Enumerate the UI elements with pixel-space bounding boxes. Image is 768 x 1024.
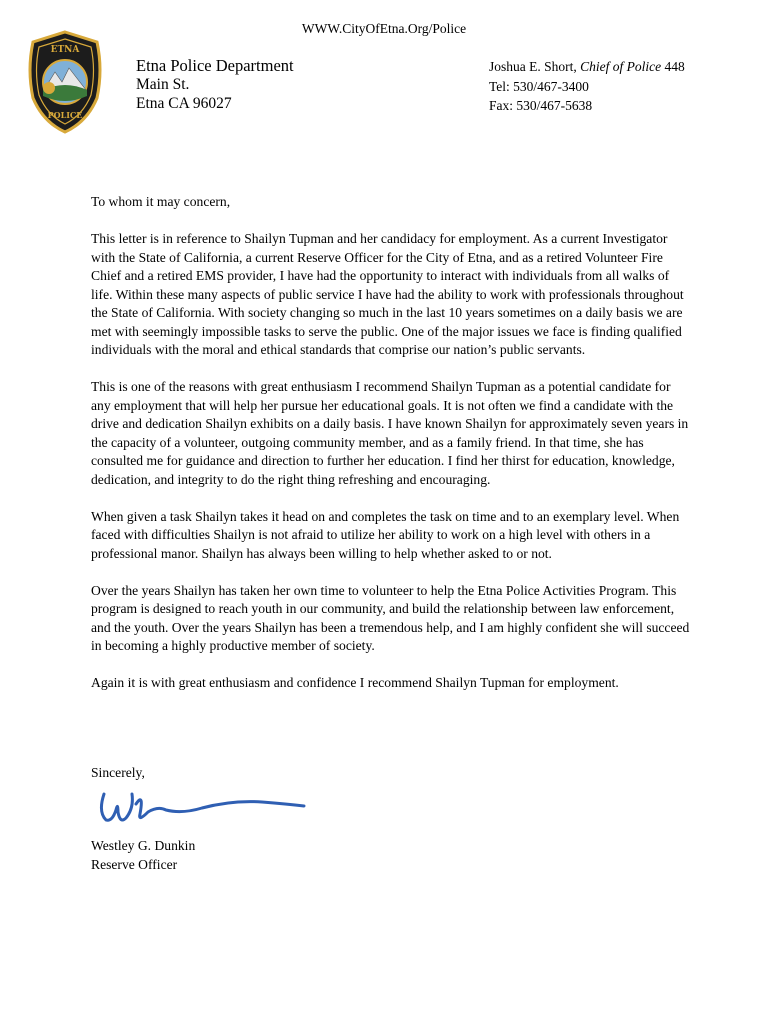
- chief-title: Chief of Police: [580, 59, 662, 74]
- police-badge-logo: [27, 30, 103, 134]
- closing: Sincerely,: [91, 765, 145, 780]
- badge-top-text: ETNA: [50, 45, 80, 55]
- address-line-2: Etna CA 96027: [136, 95, 232, 112]
- chief-number: 448: [664, 59, 685, 74]
- handwritten-signature: [92, 782, 312, 832]
- paragraph-2: This is one of the reasons with great enthusiasm I recommend Shailyn Tupman as a potential candidate for any employment that will help her pursue her educational goals. It is not often we find a candidate with the drive and dedication Shailyn exhibits on a daily basis. I have known Shailyn for approximately seven years in the capacity of a volunteer, outgoing community member, and as a family friend. In that time, she has consulted me for guidance and direction to further her education. I find her thirst for education, knowledge, dedication, and integrity to do the right thing refreshing and encouraging.: [91, 379, 689, 487]
- signer-block: [91, 837, 195, 874]
- telephone: Tel: 530/467-3400: [489, 78, 589, 94]
- paragraph-3: When given a task Shailyn takes it head on and completes the task on time and to an exemplary level. When faced with difficulties Shailyn is not afraid to utilize her ability to work on a high level with others in a professional manor. Shailyn has always been willing to help whether asked to or not.: [91, 508, 680, 561]
- chief-name: Joshua E. Short,: [489, 59, 577, 74]
- department-address-block: [136, 56, 294, 113]
- signer-title: Reserve Officer: [91, 856, 178, 872]
- department-name: Etna Police Department: [136, 56, 294, 75]
- website-url: WWW.CityOfEtna.Org/Police: [301, 21, 467, 36]
- salutation: To whom it may concern,: [91, 194, 231, 209]
- fax: Fax: 530/467-5638: [489, 98, 593, 113]
- paragraph-1: This letter is in reference to Shailyn Tupman and her candidacy for employment. As a current Investigator with the State of California, a current Reserve Officer for the City of Etna, and as a retired Volunteer Fire Chief and a retired EMS provider, I have had the opportunity to interact with individuals from all walks of life. Within these many aspects of public service I have had the ability to work with professionals throughout the State of California. With society changing so much in the last 10 years sometimes on a daily basis we are met with seemingly impossible tasks to serve the public. One of the major issues we face is finding qualified individuals with the moral and ethical standards that comprise our nation’s public servants.: [91, 231, 684, 357]
- paragraph-4: Over the years Shailyn has taken her own time to volunteer to help the Etna Police Activities Program. This program is designed to reach youth in our community, and build the relationship between law enforcement, and the youth. Over the years Shailyn has been a tremendous help, and I am highly confident she will succeed in becoming a highly productive member of society.: [91, 582, 690, 653]
- chief-line: [489, 57, 685, 77]
- badge-bottom-text: POLICE: [47, 110, 83, 120]
- paragraph-5: Again it is with great enthusiasm and confidence I recommend Shailyn Tupman for employment.: [91, 675, 619, 690]
- chief-contact-block: [489, 57, 685, 116]
- signer-name: Westley G. Dunkin: [91, 838, 196, 853]
- address-line-1: Main St.: [136, 76, 190, 93]
- letter-body: [91, 193, 691, 711]
